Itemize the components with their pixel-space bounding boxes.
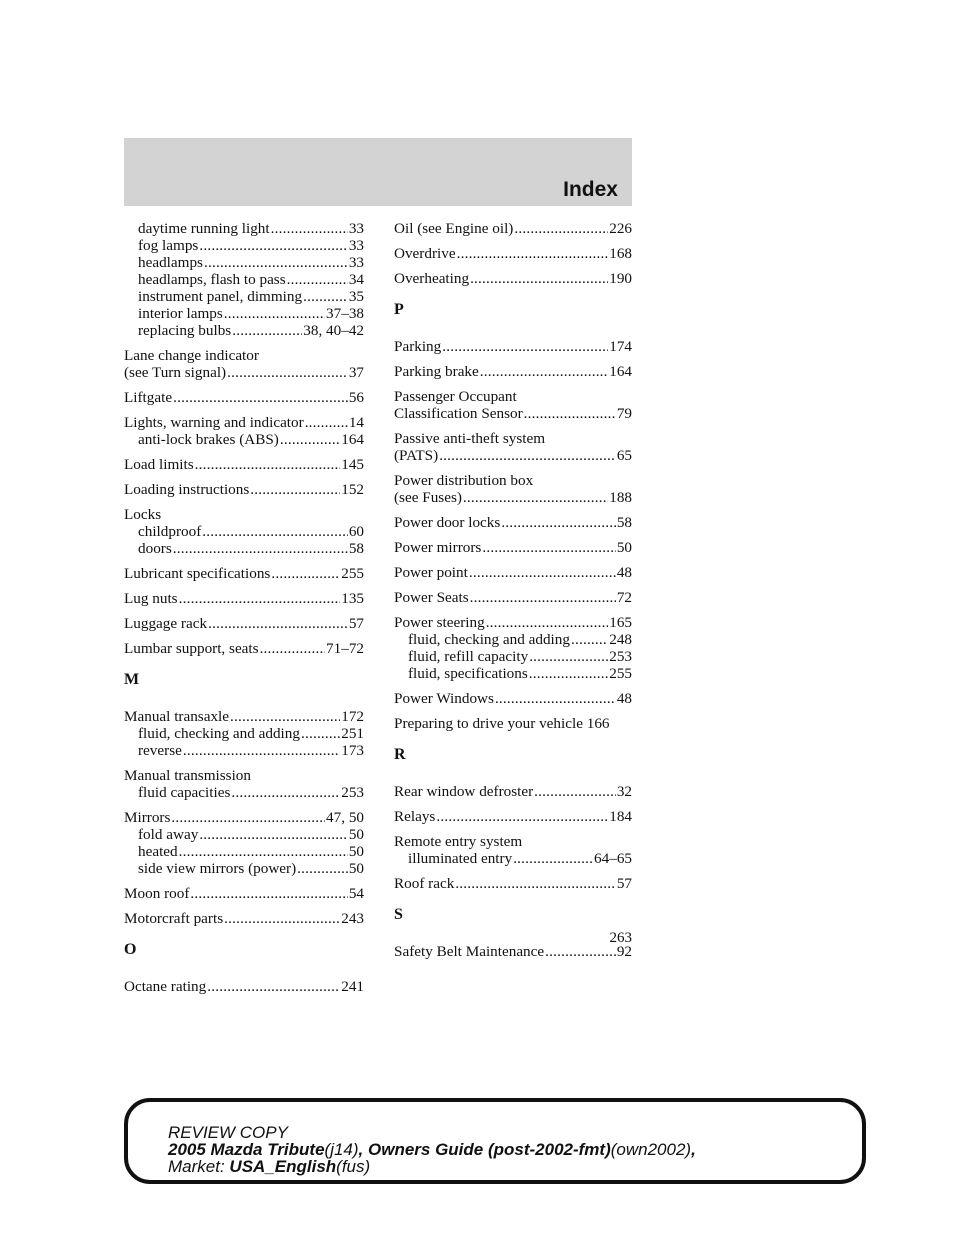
index-term: Lumbar support, seats xyxy=(124,640,259,657)
leader-dots xyxy=(305,414,348,431)
index-entry xyxy=(124,506,364,557)
footer-line-3: Market: USA_English(fus) xyxy=(168,1157,371,1176)
index-line xyxy=(394,631,632,648)
index-line xyxy=(124,910,364,927)
index-term: Lug nuts xyxy=(124,590,178,607)
leader-dots xyxy=(457,245,609,262)
leader-dots xyxy=(173,540,348,557)
index-entry xyxy=(394,245,632,262)
index-entry xyxy=(394,220,632,237)
index-letter-heading: S xyxy=(394,906,403,923)
index-page-ref: 35 xyxy=(348,288,364,305)
index-page-ref: 38, 40–42 xyxy=(303,322,364,339)
index-term: Power point xyxy=(394,564,468,581)
index-line xyxy=(124,288,364,305)
leader-dots xyxy=(271,220,348,237)
leader-dots xyxy=(534,783,616,800)
index-line xyxy=(124,708,364,725)
review-copy-footer xyxy=(124,1098,866,1184)
leader-dots xyxy=(173,389,348,406)
footer-text xyxy=(168,1124,696,1175)
index-line xyxy=(124,809,364,826)
index-page-ref: 92 xyxy=(616,943,632,960)
index-entry xyxy=(394,472,632,506)
index-term: doors xyxy=(138,540,172,557)
index-line xyxy=(394,430,632,447)
index-term: Lights, warning and indicator xyxy=(124,414,304,431)
index-page-ref: 165 xyxy=(609,614,632,631)
index-line xyxy=(394,405,632,422)
index-line xyxy=(124,523,364,540)
leader-dots xyxy=(470,270,608,287)
index-term: (PATS) xyxy=(394,447,439,464)
index-entry xyxy=(124,414,364,448)
leader-dots xyxy=(224,910,340,927)
leader-dots xyxy=(183,742,340,759)
index-line xyxy=(124,725,364,742)
index-line xyxy=(124,615,364,632)
index-letter-heading: R xyxy=(394,746,406,763)
leader-dots xyxy=(463,489,608,506)
index-term: Manual transaxle xyxy=(124,708,230,725)
leader-dots xyxy=(207,978,340,995)
index-term: daytime running light xyxy=(138,220,270,237)
index-term: Octane rating xyxy=(124,978,207,995)
index-page-ref: 50 xyxy=(616,539,632,556)
index-line xyxy=(124,540,364,557)
leader-dots xyxy=(480,363,608,380)
index-line xyxy=(394,564,632,581)
leader-dots xyxy=(287,271,348,288)
index-line xyxy=(394,690,632,707)
index-term: fog lamps xyxy=(138,237,199,254)
index-entry xyxy=(124,640,364,657)
index-term: Locks xyxy=(124,506,162,523)
index-line xyxy=(394,648,632,665)
index-page-ref: 14 xyxy=(348,414,364,431)
index-entry xyxy=(394,715,632,732)
index-line xyxy=(124,860,364,877)
section-title: Index xyxy=(563,178,618,201)
index-column-right xyxy=(394,220,632,968)
index-entry xyxy=(124,708,364,759)
leader-dots xyxy=(208,615,348,632)
index-term: anti-lock brakes (ABS) xyxy=(138,431,279,448)
index-term: (see Turn signal) xyxy=(124,364,227,381)
index-line xyxy=(124,456,364,473)
index-term: illuminated entry xyxy=(408,850,513,867)
leader-dots xyxy=(227,364,348,381)
index-page-ref: 50 xyxy=(348,860,364,877)
index-entry xyxy=(124,220,364,339)
leader-dots xyxy=(179,590,341,607)
leader-dots xyxy=(571,631,608,648)
index-term: fluid, checking and adding xyxy=(408,631,570,648)
index-term: Parking brake xyxy=(394,363,479,380)
leader-dots xyxy=(524,405,616,422)
index-line xyxy=(124,414,364,431)
index-line xyxy=(124,978,364,995)
index-term: fluid, specifications xyxy=(408,665,528,682)
index-term: Remote entry system xyxy=(394,833,523,850)
index-line xyxy=(394,514,632,531)
index-page-ref: 255 xyxy=(341,565,364,582)
index-entry xyxy=(124,809,364,877)
index-line xyxy=(394,447,632,464)
index-entry xyxy=(394,270,632,287)
index-page-ref: 57 xyxy=(616,875,632,892)
index-entry xyxy=(394,514,632,531)
index-page-ref: 58 xyxy=(348,540,364,557)
index-term: Loading instructions xyxy=(124,481,250,498)
index-page-ref: 56 xyxy=(348,389,364,406)
leader-dots xyxy=(486,614,609,631)
index-page-ref: 251 xyxy=(341,725,364,742)
footer-line-1: REVIEW COPY xyxy=(168,1123,288,1142)
index-line xyxy=(394,943,632,960)
index-page-ref: 145 xyxy=(341,456,364,473)
page-number: 263 xyxy=(609,930,632,946)
index-entry xyxy=(394,690,632,707)
index-page-ref: 47, 50 xyxy=(326,809,364,826)
leader-dots xyxy=(442,338,608,355)
index-term: side view mirrors (power) xyxy=(138,860,297,877)
index-term: Power door locks xyxy=(394,514,501,531)
index-line xyxy=(394,589,632,606)
index-term: Safety Belt Maintenance xyxy=(394,943,545,960)
leader-dots xyxy=(513,850,593,867)
index-page-ref: 37 xyxy=(348,364,364,381)
index-line xyxy=(124,431,364,448)
index-page-ref: 72 xyxy=(616,589,632,606)
leader-dots xyxy=(297,860,348,877)
index-page-ref: 241 xyxy=(341,978,364,995)
index-term: childproof xyxy=(138,523,202,540)
index-page-ref: 33 xyxy=(348,237,364,254)
index-page-ref: 188 xyxy=(609,489,632,506)
leader-dots xyxy=(470,589,616,606)
index-page-ref: 54 xyxy=(348,885,364,902)
index-line xyxy=(394,875,632,892)
index-letter-heading: O xyxy=(124,941,137,958)
index-term: Power Seats xyxy=(394,589,469,606)
index-term: Parking xyxy=(394,338,442,355)
index-page-ref: 50 xyxy=(348,843,364,860)
index-line xyxy=(394,489,632,506)
index-page-ref: 243 xyxy=(341,910,364,927)
leader-dots xyxy=(280,431,340,448)
index-letter-heading: M xyxy=(124,671,140,688)
index-page-ref: 184 xyxy=(609,808,632,825)
leader-dots xyxy=(171,809,325,826)
index-line xyxy=(394,363,632,380)
index-line xyxy=(394,783,632,800)
index-term: Lane change indicator xyxy=(124,347,259,364)
index-term: Luggage rack xyxy=(124,615,208,632)
index-page-ref: 79 xyxy=(616,405,632,422)
index-entry xyxy=(394,808,632,825)
index-page-ref: 164 xyxy=(341,431,364,448)
index-line xyxy=(124,640,364,657)
index-term: Moon roof xyxy=(124,885,190,902)
index-line xyxy=(394,665,632,682)
index-line xyxy=(124,322,364,339)
index-term: replacing bulbs xyxy=(138,322,232,339)
index-entry xyxy=(124,615,364,632)
index-page-ref: 255 xyxy=(609,665,632,682)
index-line xyxy=(394,539,632,556)
index-entry xyxy=(394,564,632,581)
index-page-ref: 32 xyxy=(616,783,632,800)
index-line xyxy=(124,364,364,381)
leader-dots xyxy=(301,725,340,742)
index-entry xyxy=(124,590,364,607)
index-page-ref: 33 xyxy=(348,254,364,271)
index-term: Manual transmission xyxy=(124,767,251,784)
index-term: Motorcraft parts xyxy=(124,910,224,927)
index-entry xyxy=(394,875,632,892)
leader-dots xyxy=(232,322,302,339)
index-term: fold away xyxy=(138,826,199,843)
leader-dots xyxy=(179,843,348,860)
index-term: interior lamps xyxy=(138,305,223,322)
index-entry xyxy=(394,539,632,556)
index-line xyxy=(124,742,364,759)
index-page-ref: 248 xyxy=(609,631,632,648)
leader-dots xyxy=(195,456,341,473)
index-entry xyxy=(124,978,364,995)
index-line xyxy=(124,590,364,607)
index-page-ref: 57 xyxy=(348,615,364,632)
footer-line-2: 2005 Mazda Tribute(j14), Owners Guide (post-2002-fmt)(own2002), xyxy=(168,1140,696,1159)
index-line xyxy=(124,305,364,322)
index-page-ref: 34 xyxy=(348,271,364,288)
index-page-ref: 253 xyxy=(341,784,364,801)
index-line xyxy=(394,850,632,867)
index-entry xyxy=(394,943,632,960)
index-page-ref: 48 xyxy=(616,690,632,707)
leader-dots xyxy=(230,708,340,725)
index-page-ref: 64–65 xyxy=(594,850,632,867)
index-line xyxy=(394,808,632,825)
index-term: headlamps xyxy=(138,254,203,271)
index-line xyxy=(124,271,364,288)
leader-dots xyxy=(514,220,608,237)
leader-dots xyxy=(455,875,616,892)
index-line xyxy=(394,614,632,631)
index-term: heated xyxy=(138,843,178,860)
index-page-ref: 152 xyxy=(341,481,364,498)
index-line xyxy=(394,715,632,732)
leader-dots xyxy=(204,254,348,271)
index-entry xyxy=(394,338,632,355)
index-page-ref: 174 xyxy=(609,338,632,355)
index-entry xyxy=(394,388,632,422)
index-term: Mirrors xyxy=(124,809,171,826)
leader-dots xyxy=(501,514,616,531)
header-band xyxy=(124,138,632,206)
leader-dots xyxy=(199,826,348,843)
index-entry xyxy=(394,783,632,800)
index-entry xyxy=(124,456,364,473)
index-line xyxy=(124,347,364,364)
index-entry xyxy=(124,389,364,406)
index-entry xyxy=(124,565,364,582)
index-line xyxy=(394,388,632,405)
leader-dots xyxy=(529,665,608,682)
index-term: (see Fuses) xyxy=(394,489,462,506)
index-column-left xyxy=(124,220,364,1003)
index-term: Oil (see Engine oil) xyxy=(394,220,514,237)
index-page-ref: 164 xyxy=(609,363,632,380)
index-line xyxy=(394,833,632,850)
index-page-ref: 65 xyxy=(616,447,632,464)
index-line xyxy=(124,254,364,271)
index-term: Classification Sensor xyxy=(394,405,523,422)
index-page-ref: 172 xyxy=(341,708,364,725)
index-term: fluid, refill capacity xyxy=(408,648,529,665)
index-line xyxy=(394,472,632,489)
index-page-ref: 168 xyxy=(609,245,632,262)
index-term: reverse xyxy=(138,742,182,759)
index-line xyxy=(394,220,632,237)
index-page-ref: 190 xyxy=(609,270,632,287)
leader-dots xyxy=(260,640,325,657)
index-line xyxy=(124,220,364,237)
index-line xyxy=(394,270,632,287)
leader-dots xyxy=(469,564,616,581)
index-line xyxy=(124,767,364,784)
leader-dots xyxy=(271,565,340,582)
index-entry xyxy=(394,430,632,464)
index-term: Overdrive xyxy=(394,245,456,262)
index-term: Load limits xyxy=(124,456,194,473)
leader-dots xyxy=(495,690,616,707)
index-term: Liftgate xyxy=(124,389,173,406)
leader-dots xyxy=(303,288,348,305)
index-line xyxy=(124,565,364,582)
index-term: instrument panel, dimming xyxy=(138,288,303,305)
index-term: Preparing to drive your vehicle 166 xyxy=(394,715,610,732)
leader-dots xyxy=(202,523,348,540)
index-entry xyxy=(124,347,364,381)
index-term: Roof rack xyxy=(394,875,455,892)
index-page-ref: 71–72 xyxy=(326,640,364,657)
index-page-ref: 58 xyxy=(616,514,632,531)
leader-dots xyxy=(439,447,616,464)
index-line xyxy=(124,237,364,254)
index-term: Power mirrors xyxy=(394,539,482,556)
index-page-ref: 173 xyxy=(341,742,364,759)
index-line xyxy=(124,826,364,843)
index-page-ref: 226 xyxy=(609,220,632,237)
leader-dots xyxy=(224,305,325,322)
index-line xyxy=(124,506,364,523)
index-line xyxy=(124,843,364,860)
index-term: Power Windows xyxy=(394,690,494,707)
index-term: Passenger Occupant xyxy=(394,388,517,405)
index-page-ref: 135 xyxy=(341,590,364,607)
index-entry xyxy=(394,363,632,380)
index-term: Power steering xyxy=(394,614,485,631)
leader-dots xyxy=(250,481,340,498)
index-term: Power distribution box xyxy=(394,472,534,489)
index-entry xyxy=(124,885,364,902)
index-page-ref: 37–38 xyxy=(326,305,364,322)
index-line xyxy=(124,784,364,801)
index-line xyxy=(394,245,632,262)
index-line xyxy=(124,885,364,902)
index-letter-heading: P xyxy=(394,301,404,318)
index-page-ref: 48 xyxy=(616,564,632,581)
index-line xyxy=(124,481,364,498)
leader-dots xyxy=(190,885,347,902)
index-page-ref: 60 xyxy=(348,523,364,540)
leader-dots xyxy=(482,539,615,556)
index-entry xyxy=(124,481,364,498)
index-entry xyxy=(394,833,632,867)
index-term: Rear window defroster xyxy=(394,783,534,800)
index-term: Relays xyxy=(394,808,436,825)
index-page-ref: 50 xyxy=(348,826,364,843)
leader-dots xyxy=(529,648,608,665)
index-entry xyxy=(394,589,632,606)
index-term: Overheating xyxy=(394,270,470,287)
index-entry xyxy=(124,767,364,801)
leader-dots xyxy=(231,784,340,801)
index-entry xyxy=(394,614,632,682)
index-term: Lubricant specifications xyxy=(124,565,271,582)
index-term: fluid, checking and adding xyxy=(138,725,300,742)
leader-dots xyxy=(199,237,347,254)
index-line xyxy=(394,338,632,355)
leader-dots xyxy=(436,808,608,825)
index-page-ref: 253 xyxy=(609,648,632,665)
index-page-ref: 33 xyxy=(348,220,364,237)
index-line xyxy=(124,389,364,406)
index-term: headlamps, flash to pass xyxy=(138,271,286,288)
index-term: Passive anti-theft system xyxy=(394,430,546,447)
index-term: fluid capacities xyxy=(138,784,231,801)
index-entry xyxy=(124,910,364,927)
